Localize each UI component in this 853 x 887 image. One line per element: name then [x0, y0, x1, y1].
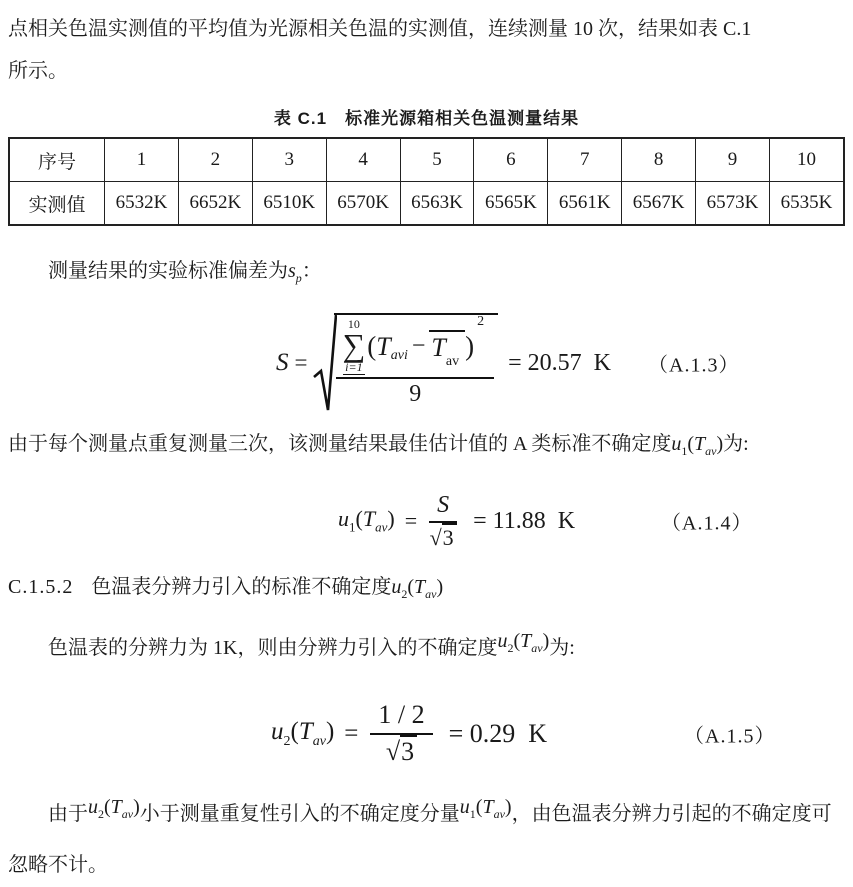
stddev-paragraph: [8, 256, 845, 293]
eq2-fraction: [429, 492, 457, 551]
eq2-numerator: S: [429, 492, 457, 523]
sqrt-icon: √: [429, 525, 442, 551]
section-number: C.1.5.2: [8, 576, 74, 598]
table-row-values: [9, 182, 844, 226]
stddev-colon: ：: [301, 260, 322, 282]
u2-Tav-symbol: $u_2(T_{av})$: [497, 630, 550, 655]
eq3-result: = 0.29 K: [448, 719, 548, 748]
table-cell: 6532K: [105, 182, 179, 226]
table-cell: 6567K: [622, 182, 696, 226]
resolution-paragraph: 色温表的分辨力为 1K，则由分辨力引入的不确定度$u_2(T_{av})$为:: [48, 630, 575, 659]
table-cell: 6: [474, 138, 548, 182]
radical-sign: [313, 313, 498, 413]
table-cell: 6565K: [474, 182, 548, 226]
table-cell: 8: [622, 138, 696, 182]
eq1-numerator: 10 ∑ i=1 ( T avi − Tav ) 2: [336, 318, 494, 379]
eq1-radicand: [334, 313, 498, 413]
table-cell: 6570K: [326, 182, 400, 226]
equation-a15: [8, 692, 845, 776]
section-heading: [8, 572, 845, 609]
u2-Tav-symbol: $u_2(T_{av})$: [271, 718, 335, 749]
stddev-text: 测量结果的实验标准偏差为: [48, 260, 288, 282]
eq1-denominator: 9: [409, 381, 422, 408]
table-cell: 7: [548, 138, 622, 182]
repeatability-paragraph: 由于每个测量点重复测量三次，该测量结果最佳估计值的 A 类标准不确定度$u_1(T_{av})$为:: [8, 433, 749, 458]
table-cell: 3: [252, 138, 326, 182]
table-header-values: 实测值: [9, 182, 105, 226]
summation-symbol: 10 ∑ i=1: [342, 317, 366, 375]
table-cell: 6535K: [769, 182, 844, 226]
table-cell: 6563K: [400, 182, 474, 226]
section-title: 色温表分辨力引入的标准不确定度: [91, 576, 392, 598]
sigma-icon: ∑: [342, 327, 366, 363]
u1-Tav-symbol: $u_1(T_{av})$: [459, 796, 512, 821]
eq1-label: （A.1.3）: [648, 354, 740, 377]
u1-Tav-symbol: $u_1(T_{av})$: [338, 506, 395, 535]
eq3-fraction: [370, 701, 432, 766]
eq3-numerator: 1 / 2: [370, 701, 432, 735]
intro-line-2: 所示。: [8, 60, 68, 82]
sqrt-icon: √: [385, 737, 401, 766]
table-cell: 5: [400, 138, 474, 182]
eq1-equals: =: [294, 350, 308, 375]
table-row-serial: [9, 138, 844, 182]
equation-a14: [8, 490, 845, 552]
table-cell: 4: [326, 138, 400, 182]
closing-paragraph: 由于$u_2(T_{av})$小于测量重复性引入的不确定度分量$u_1(T_{av})$，由色温表分辨力引起的不确定度可忽略不计。: [8, 796, 832, 876]
table-header-serial: 序号: [9, 138, 105, 182]
table-cell: 9: [696, 138, 770, 182]
intro-line-1: 点相关色温实测值的平均值为光源相关色温的实测值，连续测量 10 次，结果如表 C.1: [8, 18, 752, 40]
table-cell: 1: [105, 138, 179, 182]
eq3-label: （A.1.5）: [684, 725, 776, 748]
table-cell: 6561K: [548, 182, 622, 226]
u2-Tav-symbol: $u_2(T_{av})$: [391, 576, 444, 601]
document-page: [0, 8, 853, 887]
table-cell: 2: [178, 138, 252, 182]
tav-mean-overbar: Tav: [429, 330, 465, 363]
table-cell: 6510K: [252, 182, 326, 226]
eq1-lhs: S: [276, 349, 289, 376]
table-cell: 6652K: [178, 182, 252, 226]
measurement-table: [8, 137, 845, 226]
sp-symbol: $s_p$: [288, 260, 302, 285]
table-caption: 表 C.1 标准光源箱相关色温测量结果: [273, 109, 580, 128]
table-cell: 6573K: [696, 182, 770, 226]
eq3-denominator: √3: [386, 735, 417, 767]
eq2-result: = 11.88 K: [473, 507, 576, 534]
u2-Tav-symbol: $u_2(T_{av})$: [88, 796, 140, 821]
table-cell: 10: [769, 138, 844, 182]
eq3-equals: =: [344, 720, 359, 747]
u1-Tav-symbol: $u_1(T_{av})$: [671, 433, 724, 458]
eq2-equals: =: [404, 508, 418, 533]
eq2-label: （A.1.4）: [661, 512, 753, 535]
eq2-denominator: √3: [430, 523, 457, 550]
eq1-result: = 20.57 K: [508, 349, 611, 376]
equation-a13: [8, 311, 845, 415]
intro-paragraph: [8, 8, 845, 92]
